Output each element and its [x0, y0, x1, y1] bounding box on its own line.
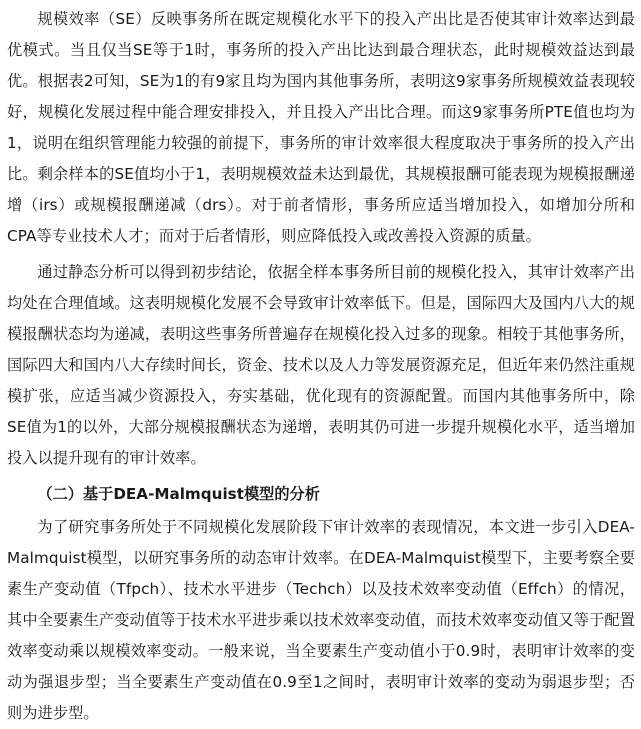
- paragraph-malmquist: 为了研究事务所处于不同规模化发展阶段下审计效率的表现情况，本文进一步引入DEA-Malmquist模型，以研究事务所的动态审计效率。在DEA-Malmquist模型下，主要考察全要素生产变动值（Tfpch）、技术水平进步（Techch）以及技术效率变动值（Effch）的情况，其中全要素生产变动值等于技术水平进步乘以技术效率变动值，而技术效率变动值又等于配置效率变动乘以规模效率变动。一般来说，当全要素生产变动值小于0.9时，表明审计效率的变动为强退步型；当全要素生产变动值在0.9至1之间时，表明审计效率的变动为弱退步型；否则为进步型。: [7, 518, 635, 722]
- paragraph-scale-efficiency: 规模效率（SE）反映事务所在既定规模化水平下的投入产出比是否使其审计效率达到最优模式。当且仅当SE等于1时，事务所的投入产出比达到最合理状态，此时规模效益达到最优。根据表2可知，SE为1的有9家且均为国内其他事务所，表明这9家事务所规模效益表现较好，规模化发展过程中能合理安排投入，并且投入产出比合理。而这9家事务所PTE值也均为1，说明在组织管理能力较强的前提下，事务所的审计效率很大程度取决于事务所的投入产出比。剩余样本的SE值均小于1，表明规模效益未达到最优，其规模报酬可能表现为规模报酬递增（irs）或规模报酬递减（drs）。对于前者情形，事务所应适当增加投入，如增加分所和CPA等专业技术人才；而对于后者情形，则应降低投入或改善投入资源的质量。: [7, 10, 635, 245]
- section-heading: （二）基于DEA-Malmquist模型的分析: [37, 485, 320, 503]
- paragraph-static-analysis: 通过静态分析可以得到初步结论，依据全样本事务所目前的规模化投入，其审计效率产出均处在合理值域。这表明规模化发展不会导致审计效率低下。但是，国际四大及国内八大的规模报酬状态均为递减，表明这些事务所普遍存在规模化投入过多的现象。相较于其他事务所，国际四大和国内八大存续时间长，资金、技术以及人力等发展资源充足，但近年来仍然注重规模扩张，应适当减少资源投入，夯实基础，优化现有的资源配置。而国内其他事务所中，除SE值为1的以外，大部分规模报酬状态为递增，表明其仍可进一步提升规模化水平，适当增加投入以提升现有的审计效率。: [7, 263, 635, 467]
